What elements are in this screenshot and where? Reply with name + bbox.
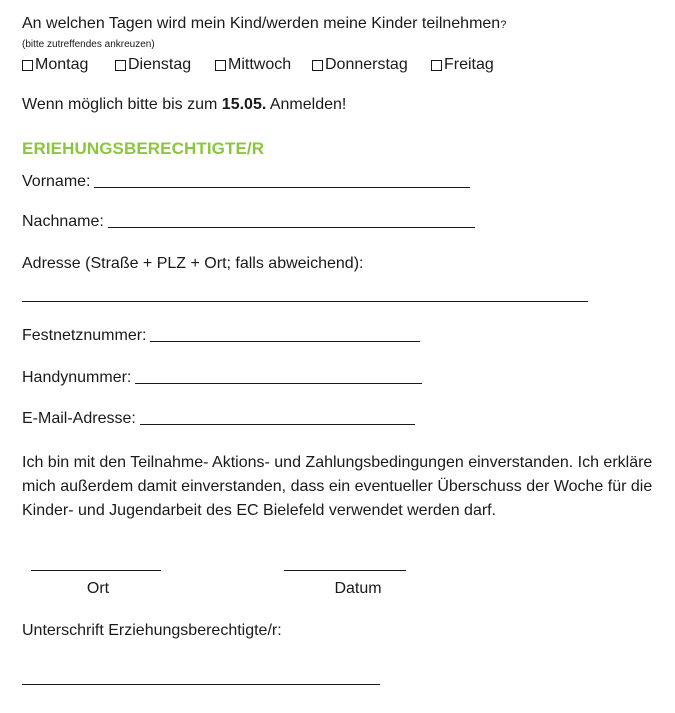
email-label: E-Mail-Adresse: [22,410,136,427]
handy-label: Handynummer: [22,369,132,386]
question-mark: ? [500,19,507,31]
email-line[interactable] [140,423,415,425]
nachname-label: Nachname: [22,213,104,230]
festnetz-label: Festnetznummer: [22,327,147,344]
day-label: Freitag [444,56,494,73]
handy-line[interactable] [135,382,422,384]
datum-label: Datum [334,580,382,597]
deadline-before: Wenn möglich bitte bis zum [22,96,222,113]
nachname-field[interactable] [22,213,475,231]
day-label: Montag [35,56,89,73]
vorname-label: Vorname: [22,173,91,190]
email-field[interactable] [22,410,415,428]
day-option-donnerstag[interactable] [312,56,408,74]
attendance-question-text: An welchen Tagen wird mein Kind/werden meine Kinder teilnehmen [22,15,501,32]
signature-line[interactable] [22,684,380,685]
day-label: Dienstag [128,56,192,73]
datum-line[interactable] [284,570,406,571]
checkbox[interactable] [312,60,323,71]
ort-label: Ort [86,580,110,597]
handy-field[interactable] [22,369,422,387]
checkbox[interactable] [215,60,226,71]
nachname-line[interactable] [108,226,475,228]
day-option-dienstag[interactable] [115,56,191,74]
festnetz-field[interactable] [22,327,420,345]
deadline-after: Anmelden! [266,96,347,113]
attendance-note: (bitte zutreffendes ankreuzen) [22,39,155,50]
day-label: Mittwoch [228,56,292,73]
checkbox[interactable] [22,60,33,71]
deadline-date: 15.05. [221,96,267,113]
vorname-field[interactable] [22,173,470,191]
festnetz-line[interactable] [150,340,420,342]
section-title: ERIEHUNGSBERECHTIGTE/R [22,139,265,158]
day-option-freitag[interactable] [431,56,494,74]
day-option-mittwoch[interactable] [215,56,291,74]
attendance-question [22,15,506,33]
ort-line[interactable] [31,570,161,571]
checkbox[interactable] [431,60,442,71]
day-label: Donnerstag [325,56,408,73]
checkbox[interactable] [115,60,126,71]
adresse-line[interactable] [22,301,588,302]
adresse-label: Adresse (Straße + PLZ + Ort; falls abweichend): [22,255,364,272]
day-option-montag[interactable] [22,56,88,74]
deadline-notice [22,96,346,114]
vorname-line[interactable] [94,186,470,188]
signer-label: Unterschrift Erziehungsberechtigte/r: [22,622,282,639]
consent-text: Ich bin mit den Teilnahme- Aktions- und Zahlungsbedingungen einverstanden. Ich erkläre mich außerdem damit einverstanden, dass ein eventueller Überschuss der Woche für die Kinder- und Jugendarbeit des EC Bielefeld verwendet werden darf. [22,454,653,519]
